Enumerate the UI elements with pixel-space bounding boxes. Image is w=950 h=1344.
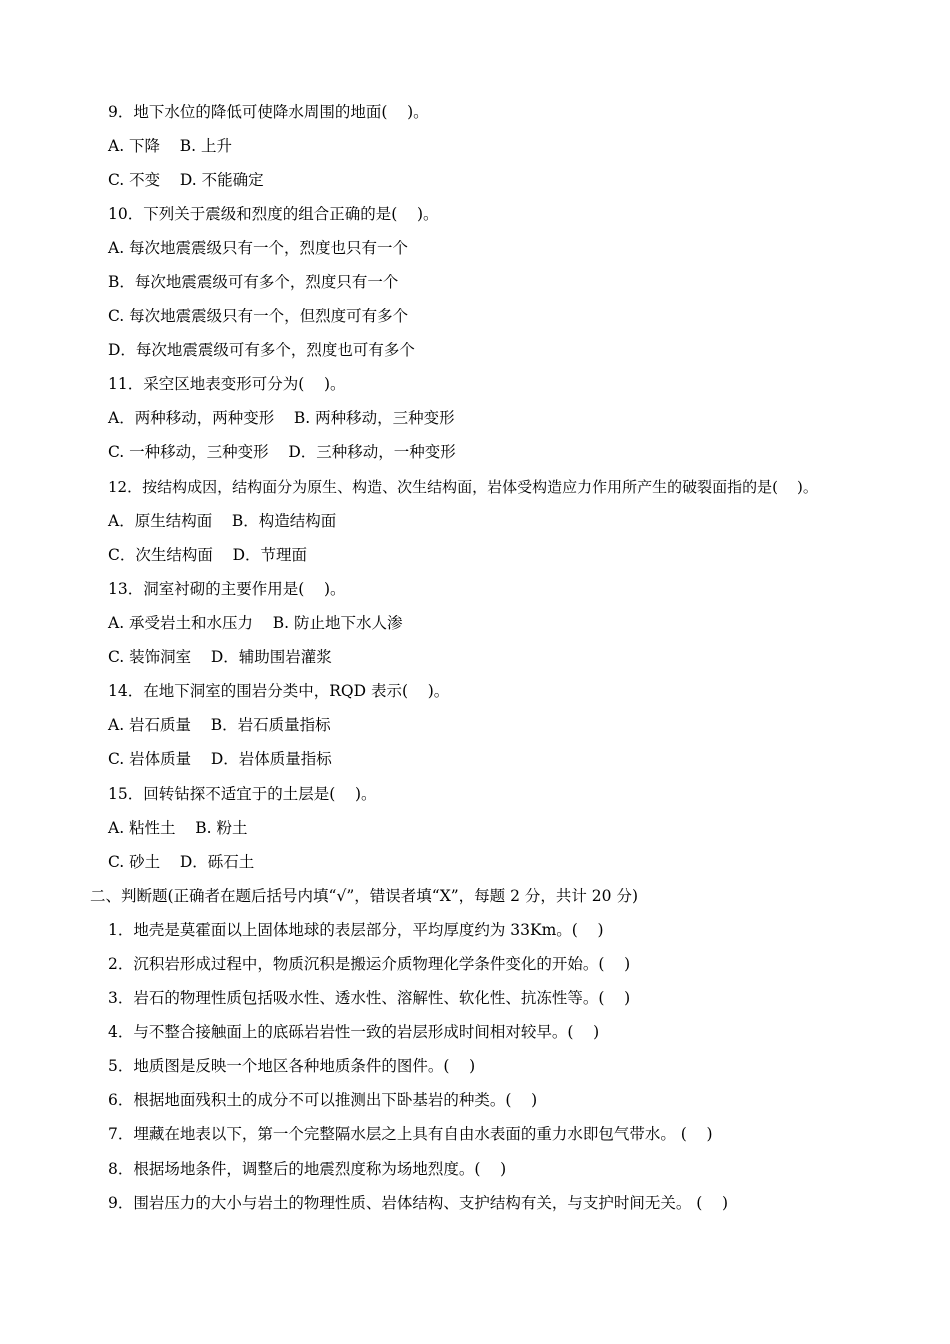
option-line: A. 粘性土 B. 粉土 — [108, 819, 248, 837]
judgment-1: 1．地壳是莫霍面以上固体地球的表层部分，平均厚度约为 33Km。( ) — [108, 921, 604, 939]
option-line: A. 每次地震震级只有一个，烈度也只有一个 — [108, 239, 409, 257]
judgment-3: 3．岩石的物理性质包括吸水性、透水性、溶解性、软化性、抗冻性等。( ) — [108, 989, 631, 1007]
option-line: C．次生结构面 D．节理面 — [108, 546, 307, 564]
judgment-4: 4．与不整合接触面上的底砾岩岩性一致的岩层形成时间相对较早。( ) — [108, 1023, 600, 1041]
option-line: C. 每次地震震级只有一个，但烈度可有多个 — [108, 307, 409, 325]
judgment-5: 5．地质图是反映一个地区各种地质条件的图件。( ) — [108, 1057, 476, 1075]
judgment-7: 7．埋藏在地表以下，第一个完整隔水层之上具有自由水表面的重力水即包气带水。 ( ) — [108, 1125, 713, 1143]
option-line: C. 不变 D. 不能确定 — [108, 171, 264, 189]
option-line: C. 砂土 D．砾石土 — [108, 853, 255, 871]
question-11: 11．采空区地表变形可分为( )。 — [108, 375, 346, 393]
option-line: C. 岩体质量 D．岩体质量指标 — [108, 750, 332, 768]
option-line: D．每次地震震级可有多个，烈度也可有多个 — [108, 341, 415, 359]
question-15: 15．回转钻探不适宜于的土层是( )。 — [108, 785, 377, 803]
option-line: C. 装饰洞室 D．辅助围岩灌浆 — [108, 648, 332, 666]
question-10: 10．下列关于震级和烈度的组合正确的是( )。 — [108, 205, 439, 223]
judgment-9: 9．围岩压力的大小与岩土的物理性质、岩体结构、支护结构有关，与支护时间无关。 ( ) — [108, 1194, 729, 1212]
judgment-8: 8．根据场地条件，调整后的地震烈度称为场地烈度。( ) — [108, 1160, 507, 1178]
judgment-6: 6．根据地面残积土的成分不可以推测出下卧基岩的种类。( ) — [108, 1091, 538, 1109]
option-line: A．原生结构面 B．构造结构面 — [108, 512, 337, 530]
option-line: C. 一种移动，三种变形 D．三种移动，一种变形 — [108, 443, 456, 461]
section-heading: 二、判断题(正确者在题后括号内填“√”，错误者填“X”，每题 2 分，共计 20 分) — [90, 887, 638, 905]
question-12: 12．按结构成因，结构面分为原生、构造、次生结构面，岩体受构造应力作用所产生的破裂面指的是( )。 — [108, 478, 818, 496]
question-14: 14．在地下洞室的围岩分类中，RQD 表示( )。 — [108, 682, 450, 700]
option-line: A. 下降 B. 上升 — [108, 137, 233, 155]
option-line: A．两种移动，两种变形 B. 两种移动，三种变形 — [108, 409, 455, 427]
question-13: 13．洞室衬砌的主要作用是( )。 — [108, 580, 346, 598]
judgment-2: 2．沉积岩形成过程中，物质沉积是搬运介质物理化学条件变化的开始。( ) — [108, 955, 631, 973]
option-line: B．每次地震震级可有多个，烈度只有一个 — [108, 273, 399, 291]
option-line: A. 承受岩土和水压力 B. 防止地下水人渗 — [108, 614, 403, 632]
question-9: 9．地下水位的降低可使降水周围的地面( )。 — [108, 103, 429, 121]
option-line: A. 岩石质量 B．岩石质量指标 — [108, 716, 331, 734]
